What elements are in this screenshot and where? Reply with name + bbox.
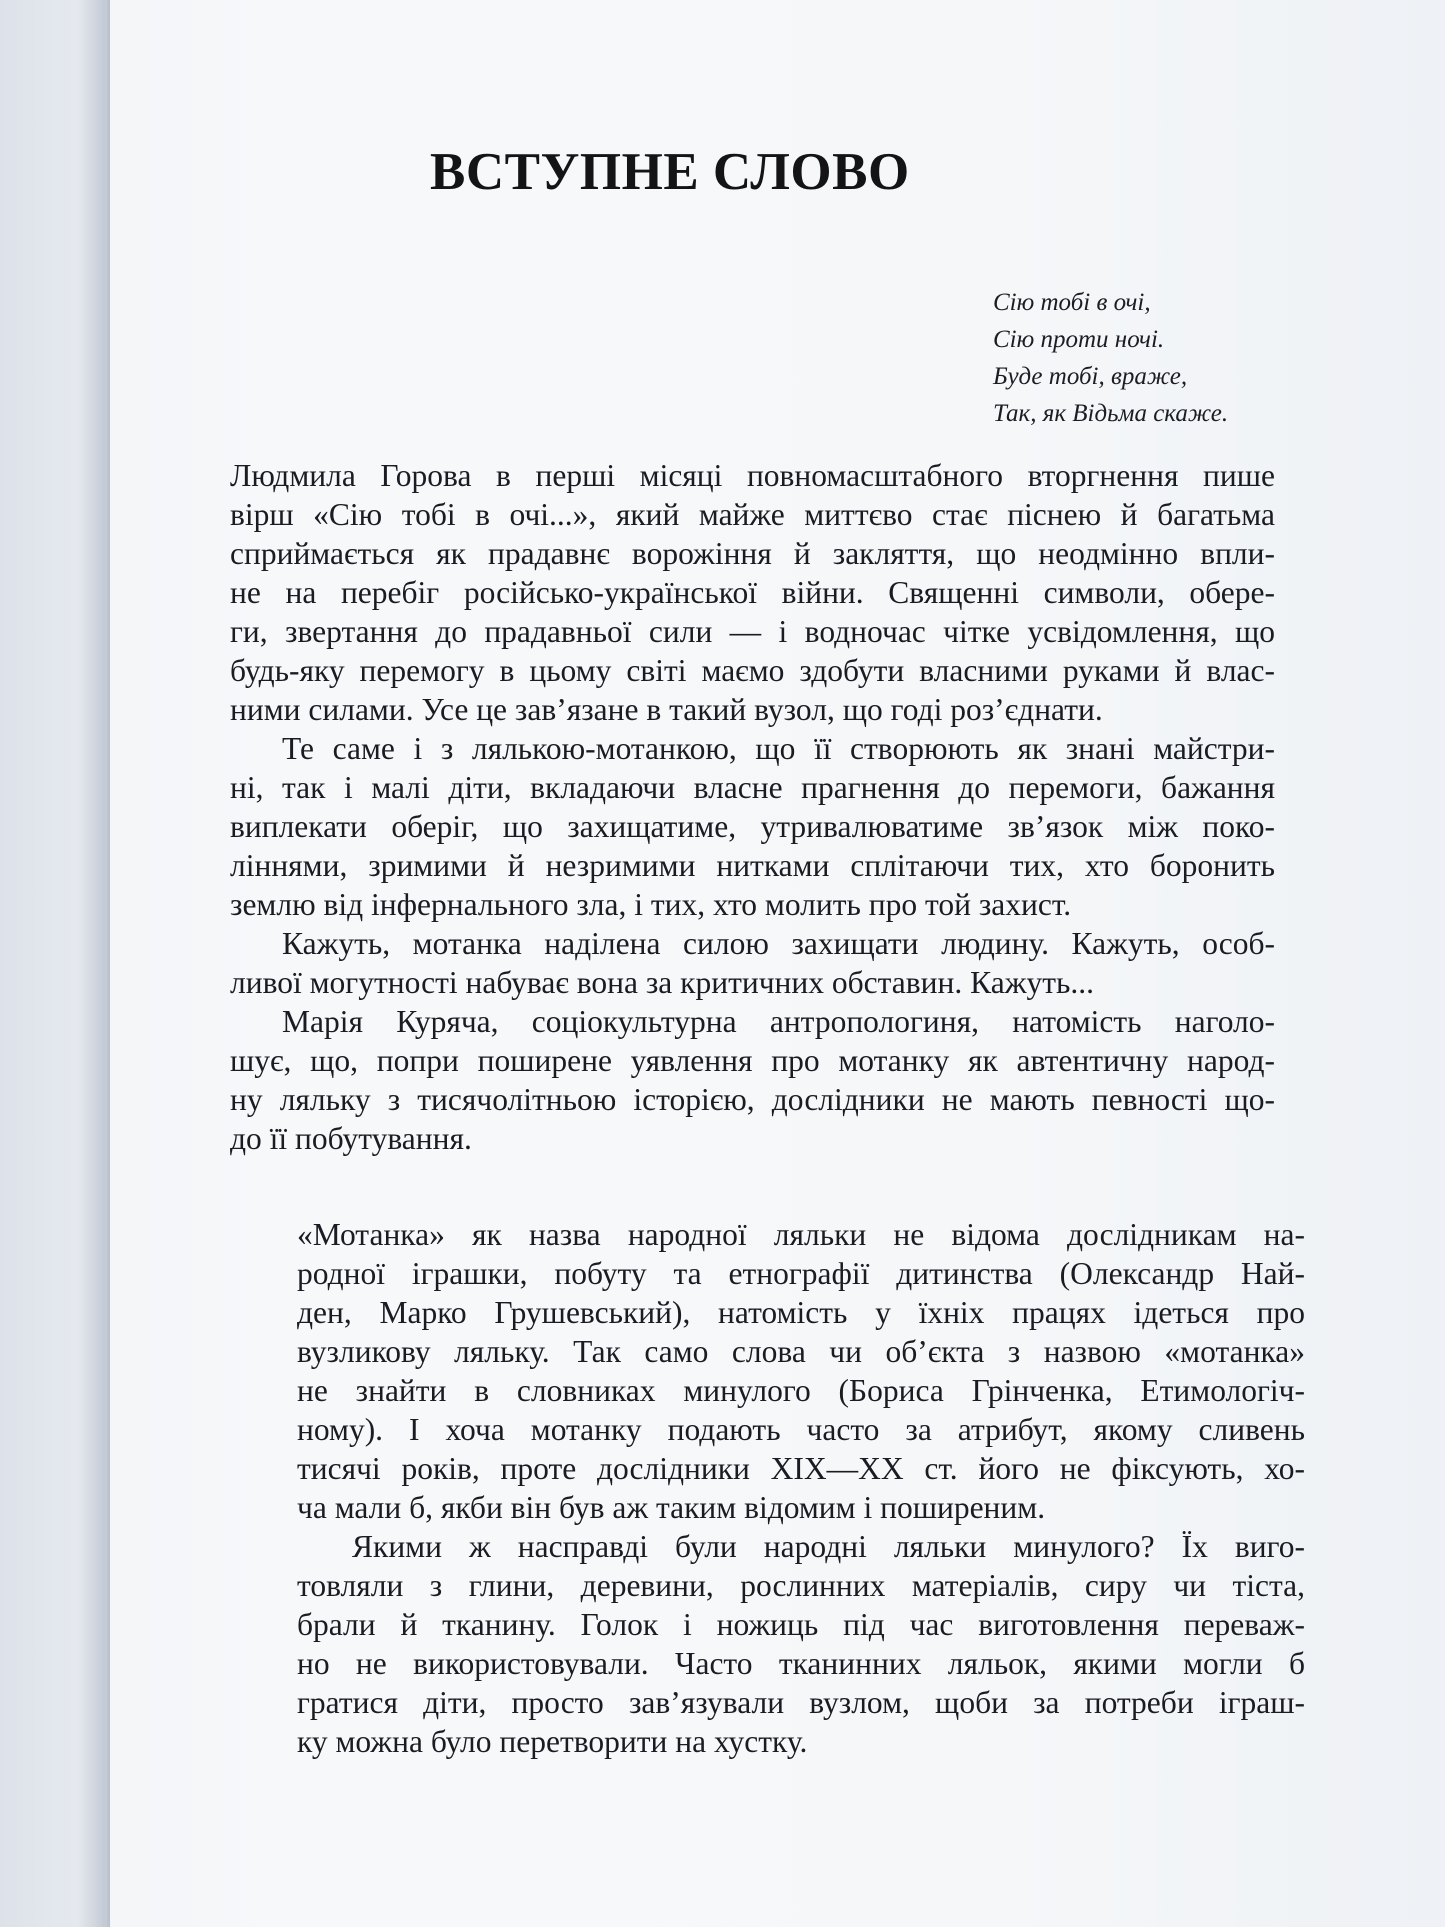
text-line: вірш «Сію тобі в очі...», який майже миттєво стає піснею й багатьма <box>230 497 1275 532</box>
text-line: Якими ж насправді були народні ляльки минулого? Їх виго- <box>352 1529 1305 1564</box>
text-line: Кажуть, мотанка наділена силою захищати людину. Кажуть, особ- <box>282 926 1275 961</box>
epigraph <box>993 284 1293 432</box>
text-line: вузликову ляльку. Так само слова чи об’єкта з назвою «мотанка» <box>297 1334 1305 1369</box>
text-line: шує, що, попри поширене уявлення про мотанку як автентичну народ- <box>230 1043 1275 1078</box>
epigraph-line: Сію проти ночі. <box>993 326 1165 353</box>
book-spine <box>0 0 110 1927</box>
text-line: сприймається як прадавнє ворожіння й закляття, що неодмінно впли- <box>230 536 1275 571</box>
text-line: Людмила Горова в перші місяці повномасштабного вторгнення пише <box>230 458 1275 493</box>
text-line: брали й тканину. Голок і ножиць під час виготовлення переваж- <box>297 1607 1305 1642</box>
page-heading: ВСТУПНЕ СЛОВО <box>430 143 910 201</box>
epigraph-line: Сію тобі в очі, <box>993 289 1151 316</box>
text-line: виплекати оберіг, що захищатиме, утривалюватиме зв’язок між поко- <box>230 809 1275 844</box>
epigraph-line: Буде тобі, враже, <box>993 363 1188 390</box>
text-line: землю від інфернального зла, і тих, хто молить про той захист. <box>230 887 1072 922</box>
text-line: «Мотанка» як назва народної ляльки не відома дослідникам на- <box>297 1217 1305 1252</box>
text-line: товляли з глини, деревини, рослинних матеріалів, сиру чи тіста, <box>297 1568 1305 1603</box>
text-line: ні, так і малі діти, вкладаючи власне прагнення до перемоги, бажання <box>230 770 1275 805</box>
text-line: но не використовували. Часто тканинних ляльок, якими могли б <box>297 1646 1305 1681</box>
text-line: тисячі років, проте дослідники XIX—XX ст. його не фіксують, хо- <box>297 1451 1305 1486</box>
text-line: не знайти в словниках минулого (Бориса Грінченка, Етимологіч- <box>297 1373 1305 1408</box>
text-line: не на перебіг російсько-української війни. Священні символи, обере- <box>230 575 1275 610</box>
text-line: ку можна було перетворити на хустку. <box>297 1724 808 1759</box>
text-line: ливої могутності набуває вона за критичних обставин. Кажуть... <box>230 965 1094 1000</box>
text-line: родної іграшки, побуту та етнографії дитинства (Олександр Най- <box>297 1256 1305 1291</box>
text-line: ними силами. Усе це зав’язане в такий вузол, що годі роз’єднати. <box>230 692 1103 727</box>
text-line: ліннями, зримими й незримими нитками сплітаючи тих, хто боронить <box>230 848 1275 883</box>
text-line: ги, звертання до прадавньої сили — і водночас чітке усвідомлення, що <box>230 614 1275 649</box>
text-line: до її побутування. <box>230 1121 472 1156</box>
page-gutter-edge <box>104 0 107 1927</box>
text-line: ча мали б, якби він був аж таким відомим і поширеним. <box>297 1490 1046 1525</box>
block-quote <box>297 1215 1305 1761</box>
text-line: ден, Марко Грушевський), натомість у їхніх працях ідеться про <box>297 1295 1305 1330</box>
text-line: Марія Куряча, соціокультурна антропологиня, натомість наголо- <box>282 1004 1275 1039</box>
text-line: Те саме і з лялькою-мотанкою, що її створюють як знані майстри- <box>282 731 1275 766</box>
text-line: ну ляльку з тисячолітньою історією, дослідники не мають певності що- <box>230 1082 1275 1117</box>
text-line: ному). І хоча мотанку подають часто за атрибут, якому сливень <box>297 1412 1305 1447</box>
epigraph-line: Так, як Відьма скаже. <box>993 400 1229 427</box>
main-text <box>230 456 1275 1158</box>
text-line: гратися діти, просто зав’язували вузлом, щоби за потреби іграш- <box>297 1685 1305 1720</box>
text-line: будь-яку перемогу в цьому світі маємо здобути власними руками й влас- <box>230 653 1275 688</box>
